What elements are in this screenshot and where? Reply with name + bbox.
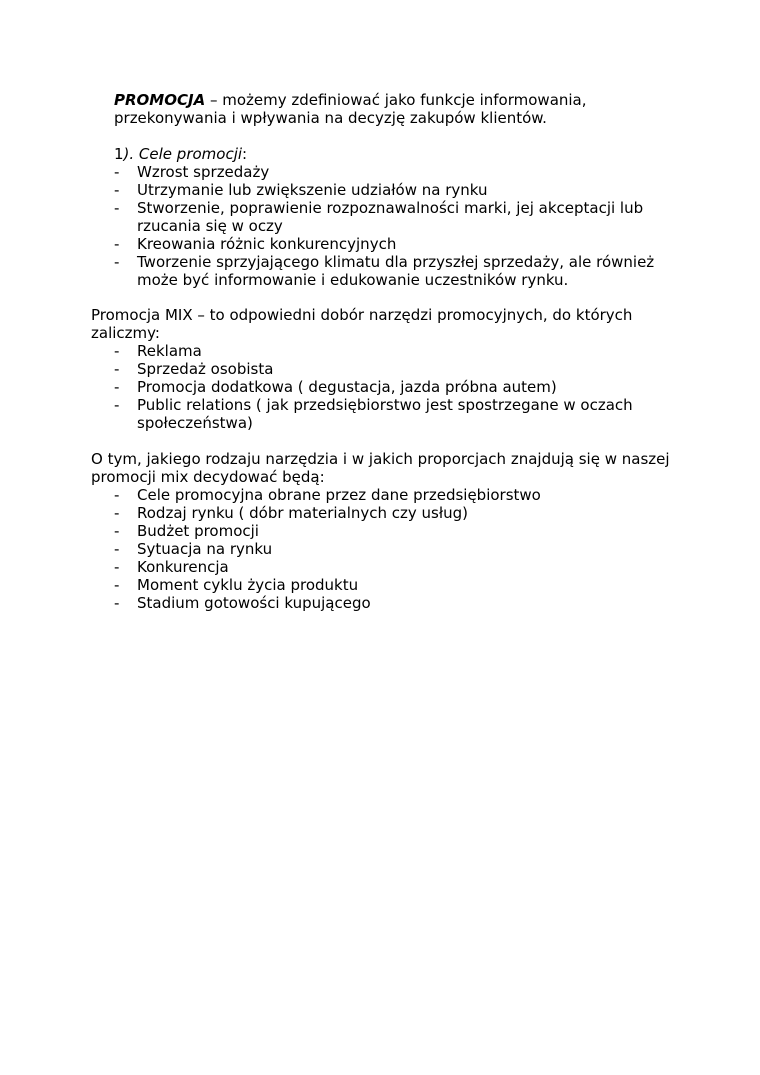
intro-paragraph — [114, 91, 674, 127]
list-item — [114, 378, 691, 396]
dash-bullet: - — [114, 486, 120, 504]
list-item — [114, 594, 691, 612]
dash-bullet: - — [114, 253, 120, 271]
dash-bullet: - — [114, 163, 120, 181]
dash-bullet: - — [114, 181, 120, 199]
dash-bullet: - — [114, 199, 120, 217]
list-item-text: Kreowania różnic konkurencyjnych — [137, 235, 397, 253]
dash-bullet: - — [114, 558, 120, 576]
dash-bullet: - — [114, 522, 120, 540]
list-item-text: Rodzaj rynku ( dóbr materialnych czy usług) — [137, 504, 469, 522]
intro-text: – możemy zdefiniować jako funkcje informowania, przekonywania i wpływania na decyzję zakupów klientów. — [114, 91, 587, 127]
intro-section — [114, 91, 674, 127]
list-item — [114, 576, 691, 594]
list-item-text: Budżet promocji — [137, 522, 259, 540]
list-item — [114, 504, 691, 522]
dash-bullet: - — [114, 378, 120, 396]
mix-list — [114, 342, 691, 432]
list-item-text: Tworzenie sprzyjającego klimatu dla przyszłej sprzedaży, ale również może być informowanie i edukowanie uczestników rynku. — [137, 253, 655, 289]
intro-term: PROMOCJA — [114, 91, 206, 109]
list-item — [114, 360, 691, 378]
dash-bullet: - — [114, 576, 120, 594]
factors-intro: O tym, jakiego rodzaju narzędzia i w jakich proporcjach znajdują się w naszej promocji mix decydować będą: — [91, 450, 670, 486]
promotion-mix-section — [91, 306, 691, 432]
goals-number: 1 — [114, 145, 124, 163]
dash-bullet: - — [114, 594, 120, 612]
list-item — [114, 540, 691, 558]
list-item — [114, 235, 694, 253]
goals-heading-colon: : — [242, 145, 248, 163]
dash-bullet: - — [114, 342, 120, 360]
goals-heading-text: ). Cele promocji — [123, 145, 243, 163]
list-item — [114, 558, 691, 576]
list-item-text: Cele promocyjna obrane przez dane przedsiębiorstwo — [137, 486, 541, 504]
dash-bullet: - — [114, 396, 120, 414]
list-item — [114, 342, 691, 360]
list-item-text: Stadium gotowości kupującego — [137, 594, 371, 612]
list-item-text: Utrzymanie lub zwiększenie udziałów na rynku — [137, 181, 488, 199]
list-item-text: Reklama — [137, 342, 202, 360]
factors-section — [91, 450, 691, 612]
list-item-text: Promocja dodatkowa ( degustacja, jazda próbna autem) — [137, 378, 557, 396]
list-item-text: Konkurencja — [137, 558, 229, 576]
list-item — [114, 253, 694, 289]
list-item-text: Stworzenie, poprawienie rozpoznawalności marki, jej akceptacji lub rzucania się w oczy — [137, 199, 644, 235]
list-item-text: Sytuacja na rynku — [137, 540, 273, 558]
list-item — [114, 163, 694, 181]
list-item-text: Moment cyklu życia produktu — [137, 576, 359, 594]
list-item — [114, 181, 694, 199]
goals-section — [114, 145, 694, 289]
list-item — [114, 396, 691, 432]
goals-list — [114, 163, 694, 289]
mix-intro: Promocja MIX – to odpowiedni dobór narzędzi promocyjnych, do których zaliczmy: — [91, 306, 633, 342]
list-item-text: Sprzedaż osobista — [137, 360, 274, 378]
dash-bullet: - — [114, 540, 120, 558]
dash-bullet: - — [114, 504, 120, 522]
list-item-text: Wzrost sprzedaży — [137, 163, 270, 181]
list-item — [114, 522, 691, 540]
factors-list — [114, 486, 691, 612]
goals-heading — [114, 145, 694, 163]
list-item — [114, 486, 691, 504]
list-item — [114, 199, 694, 235]
list-item-text: Public relations ( jak przedsiębiorstwo jest spostrzegane w oczach społeczeństwa) — [137, 396, 633, 432]
dash-bullet: - — [114, 360, 120, 378]
dash-bullet: - — [114, 235, 120, 253]
